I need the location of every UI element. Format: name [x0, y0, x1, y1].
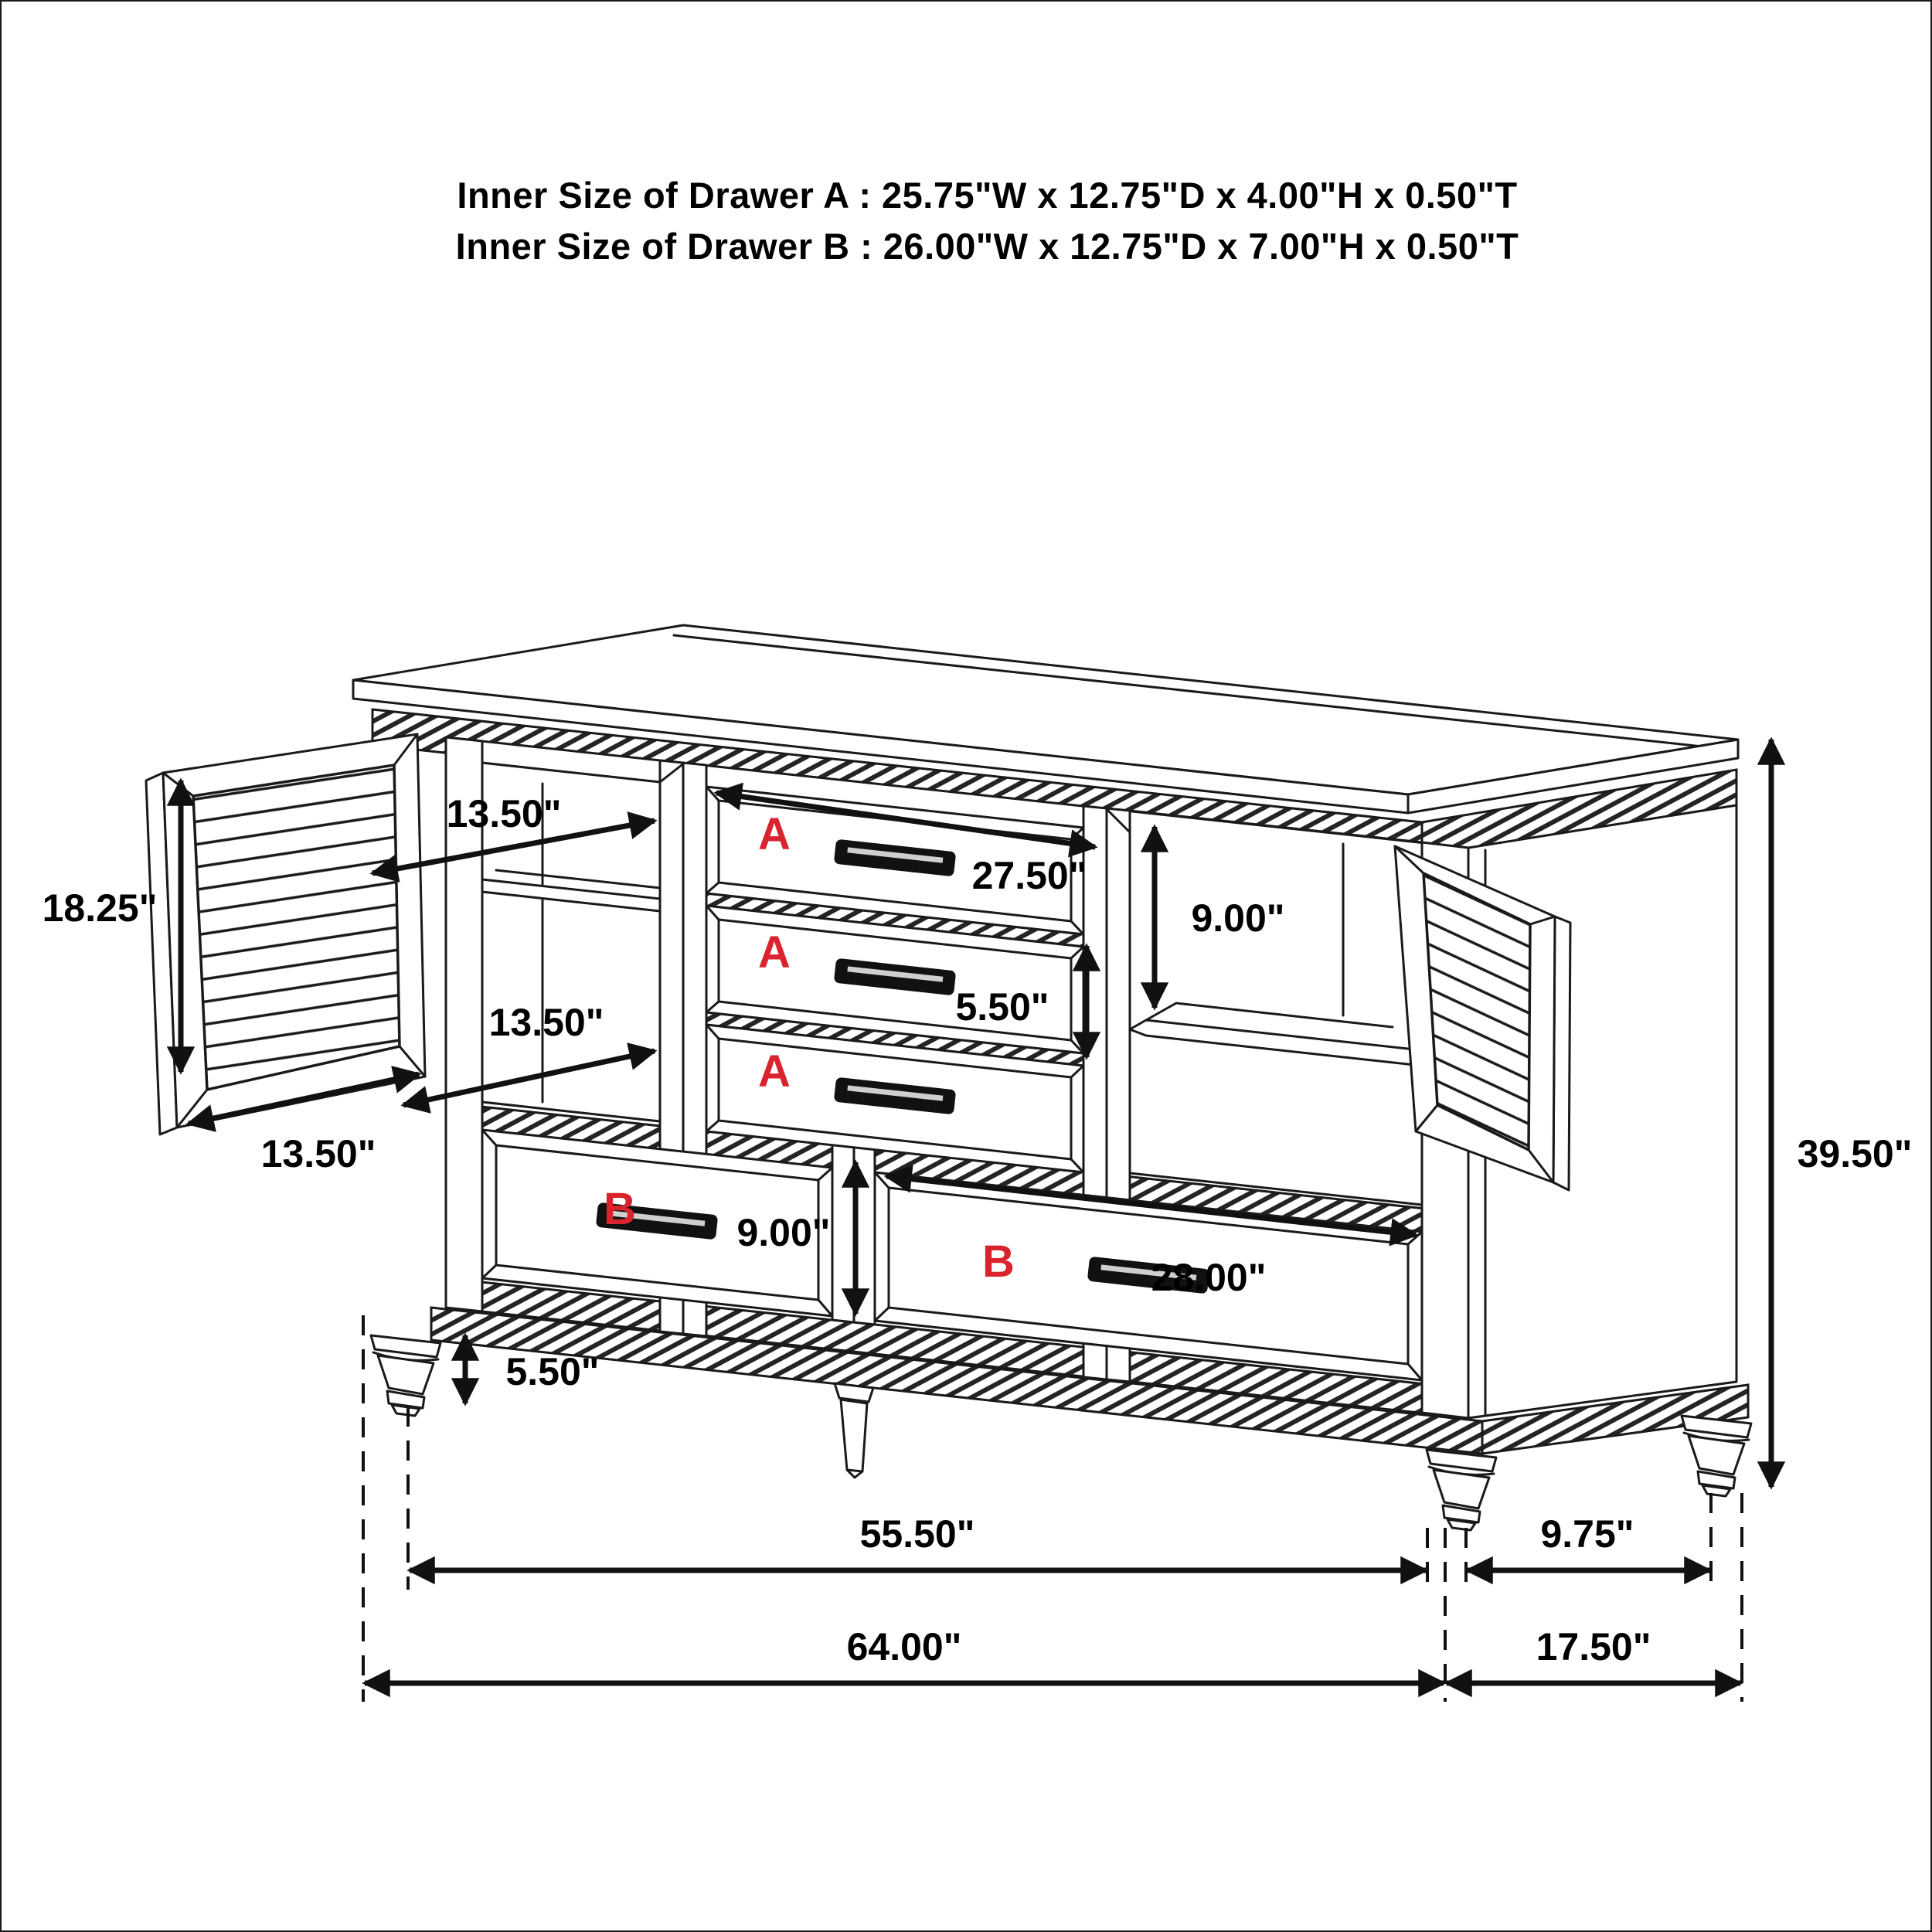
drawer-a-width-label: 27.50": [971, 854, 1087, 897]
front-leg-span-label: 55.50": [859, 1512, 975, 1556]
left-door: [146, 734, 425, 1134]
opening-depth-top-label: 13.50": [446, 792, 562, 835]
side-leg-offset-label: 9.75": [1540, 1512, 1634, 1556]
drawer-a-inner-size-title: Inner Size of Drawer A : 25.75"W x 12.75"D x 4.00"H x 0.50"T: [457, 175, 1518, 216]
dresser-line-drawing: [2, 2, 1932, 1932]
drawer-b1-marker: B: [604, 1184, 636, 1234]
drawer-a3-marker: A: [758, 1046, 791, 1097]
front-left-leg: [371, 1335, 440, 1416]
drawer-a1-marker: A: [758, 809, 791, 859]
opening-depth-bottom-label: 13.50": [488, 1001, 604, 1044]
drawer-b-width-label: 28.00": [1151, 1256, 1267, 1299]
drawer-a-height-label: 5.50": [955, 985, 1049, 1029]
drawer-b-inner-size-title: Inner Size of Drawer B : 26.00"W x 12.75"D x 7.00"H x 0.50"T: [455, 226, 1519, 267]
cabinet: [146, 625, 1751, 1530]
drawer-b2-marker: B: [982, 1236, 1015, 1287]
leg-height-label: 5.50": [505, 1350, 600, 1393]
door-height-label: 18.25": [42, 886, 158, 930]
door-width-label: 13.50": [260, 1132, 376, 1175]
center-leg: [835, 1383, 873, 1478]
drawer-b-height-label: 9.00": [736, 1211, 831, 1254]
overall-depth-label: 17.50": [1536, 1625, 1651, 1668]
overall-width-label: 64.00": [846, 1625, 962, 1668]
overall-height-label: 39.50": [1797, 1132, 1913, 1175]
right-opening-height-label: 9.00": [1191, 896, 1285, 940]
front-right-leg: [1427, 1450, 1496, 1530]
drawer-a2-marker: A: [758, 927, 791, 978]
rear-right-leg: [1682, 1416, 1751, 1496]
